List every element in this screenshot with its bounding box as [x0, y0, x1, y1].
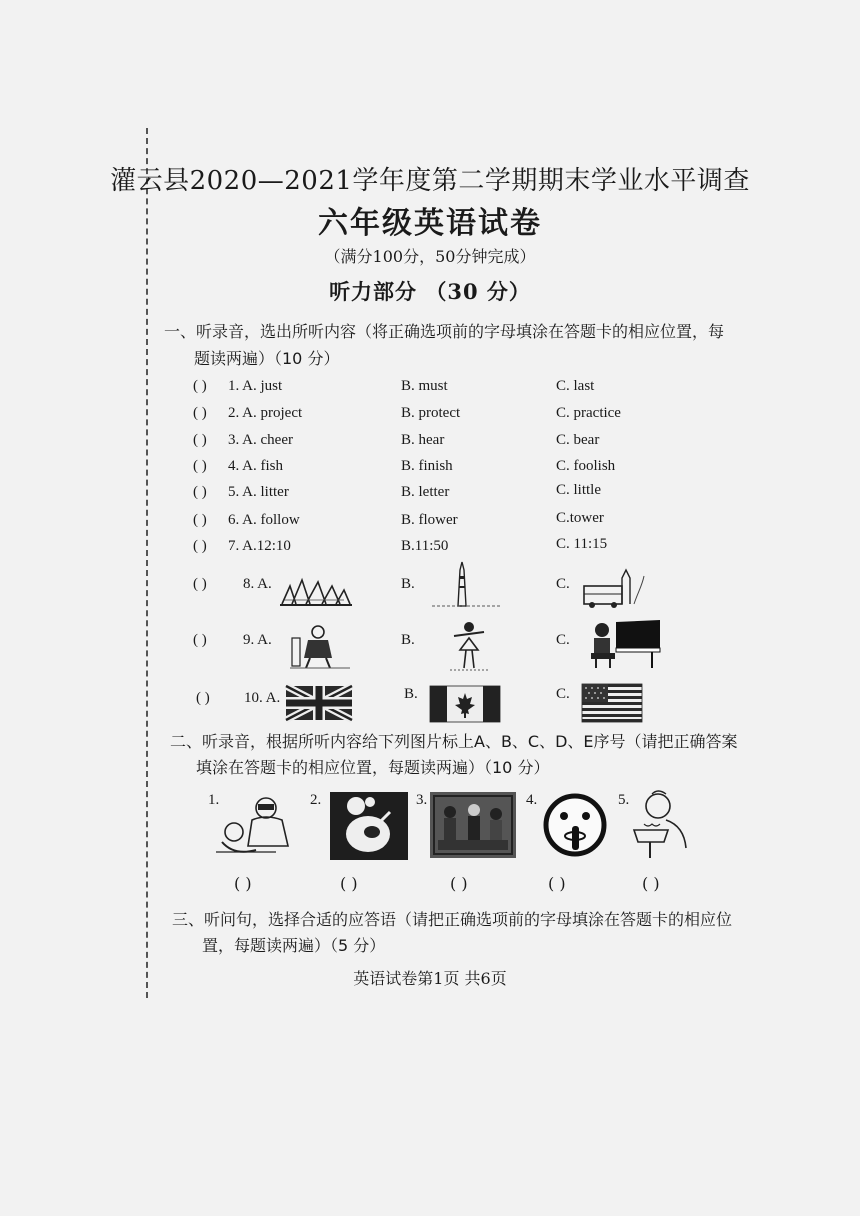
answer-paren: ( ) — [196, 690, 210, 706]
doctor-patient-picture — [214, 792, 296, 860]
answer-paren: ( ) — [193, 632, 207, 648]
question-option-c: C. bear — [556, 432, 600, 448]
answer-blank: ( ) — [234, 874, 252, 893]
person-drawing-icon — [290, 624, 350, 670]
answer-paren: ( ) — [193, 432, 207, 448]
question-option-a: 9. A. — [243, 632, 272, 648]
section2-instruction-line1: 二、听录音，根据所听内容给下列图片标上A、B、C、D、E序号（请把正确答案 — [170, 732, 738, 751]
picture-label: 2. — [310, 792, 322, 808]
question-option-a: 4. A. fish — [228, 458, 284, 474]
question-option-b: B. — [401, 632, 415, 648]
dancer-icon — [446, 620, 492, 672]
exam-title: 灌云县2020—2021学年度第二学期期末学业水平调查 — [110, 166, 750, 196]
eating-food-picture — [330, 792, 408, 860]
question-option-c: C. — [556, 686, 570, 702]
question-option-b: B.11:50 — [401, 538, 449, 554]
question-option-a: 3. A. cheer — [228, 432, 293, 448]
section1-instruction-line1: 一、听录音，选出所听内容（将正确选项前的字母填涂在答题卡的相应位置，每 — [164, 322, 725, 341]
section3-instruction-line1: 三、听问句，选择合适的应答语（请把正确选项前的字母填涂在答题卡的相应位 — [172, 910, 733, 929]
answer-paren: ( ) — [193, 538, 207, 554]
washing-hands-picture — [630, 790, 694, 862]
question-option-b: B. protect — [401, 405, 461, 421]
question-option-c: C. practice — [556, 405, 621, 421]
section2-instruction-line2: 填涂在答题卡的相应位置，每题读两遍）（10 分） — [196, 758, 550, 777]
question-option-a: 5. A. litter — [228, 484, 289, 500]
classroom-picture — [430, 792, 516, 858]
question-option-b: B. finish — [401, 458, 453, 474]
answer-blank: ( ) — [548, 874, 566, 893]
answer-paren: ( ) — [193, 378, 207, 394]
question-option-b: B. flower — [401, 512, 458, 528]
answer-paren: ( ) — [193, 576, 207, 592]
sydney-opera-house-icon — [280, 572, 352, 608]
piano-player-icon — [586, 618, 662, 670]
picture-label: 3. — [416, 792, 428, 808]
question-option-a: 10. A. — [244, 690, 281, 706]
question-option-b: B. — [401, 576, 415, 592]
usa-flag-icon — [582, 684, 642, 722]
exam-note: （满分100分，50分钟完成） — [324, 247, 536, 266]
quiet-face-picture — [542, 792, 608, 858]
picture-label: 4. — [526, 792, 538, 808]
tower-icon — [432, 560, 502, 608]
question-option-b: B. letter — [401, 484, 450, 500]
answer-paren: ( ) — [193, 458, 207, 474]
question-option-b: B. must — [401, 378, 448, 394]
section1-instruction-line2: 题读两遍）（10 分） — [194, 349, 340, 368]
question-option-c: C. foolish — [556, 458, 616, 474]
answer-paren: ( ) — [193, 512, 207, 528]
section3-instruction-line2: 置，每题读两遍）（5 分） — [202, 936, 386, 955]
question-option-c: C. — [556, 632, 570, 648]
page-footer: 英语试卷第1页 共6页 — [353, 969, 507, 988]
big-ben-bus-icon — [582, 566, 648, 608]
answer-paren: ( ) — [193, 484, 207, 500]
question-option-a: 1. A. just — [228, 378, 283, 394]
question-option-c: C. last — [556, 378, 595, 394]
question-option-b: B. — [404, 686, 418, 702]
question-option-a: 7. A.12:10 — [228, 538, 291, 554]
question-option-a: 2. A. project — [228, 405, 303, 421]
picture-label: 1. — [208, 792, 220, 808]
question-option-a: 8. A. — [243, 576, 272, 592]
picture-label: 5. — [618, 792, 630, 808]
answer-blank: ( ) — [642, 874, 660, 893]
answer-paren: ( ) — [193, 405, 207, 421]
exam-subtitle: 六年级英语试卷 — [318, 206, 542, 241]
answer-blank: ( ) — [340, 874, 358, 893]
question-option-c: C. little — [556, 482, 601, 498]
canada-flag-icon — [430, 686, 500, 722]
question-option-a: 6. A. follow — [228, 512, 300, 528]
question-option-c: C. 11:15 — [556, 536, 608, 552]
section-part-heading: 听力部分 （30 分） — [329, 279, 531, 304]
uk-flag-icon — [286, 686, 352, 720]
question-option-c: C.tower — [556, 510, 604, 526]
question-option-c: C. — [556, 576, 570, 592]
answer-blank: ( ) — [450, 874, 468, 893]
question-option-b: B. hear — [401, 432, 445, 448]
